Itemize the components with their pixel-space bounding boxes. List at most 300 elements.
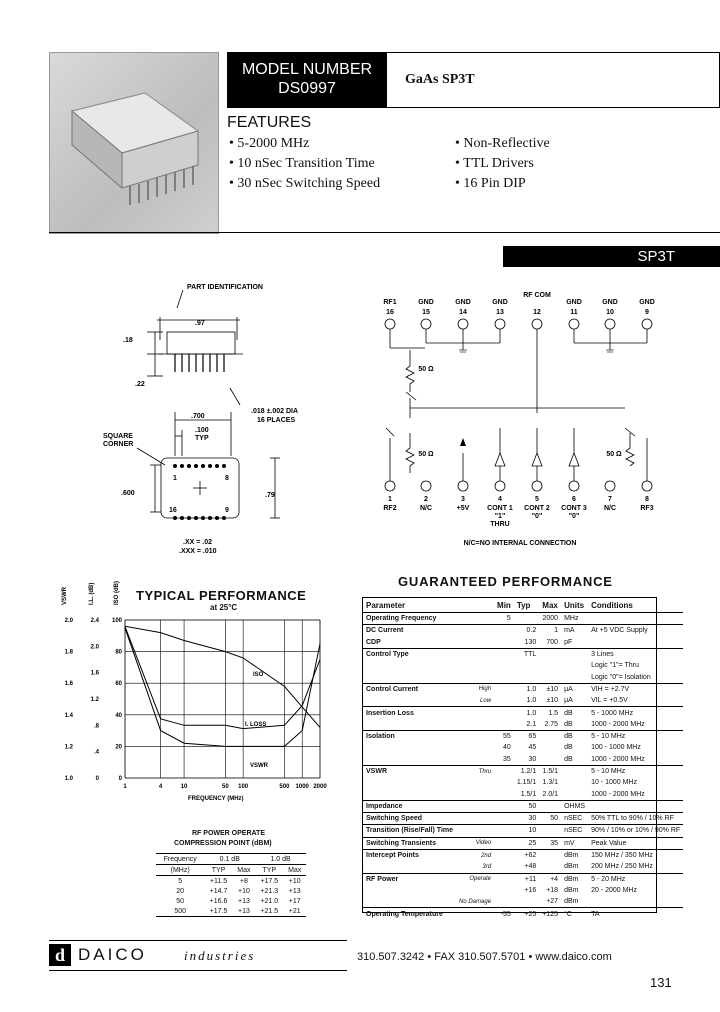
cell: +21.5 — [260, 907, 279, 915]
typical-subtitle: at 25°C — [210, 603, 238, 612]
vswr-curve-label: VSWR — [250, 763, 268, 769]
cell: High — [456, 683, 494, 695]
cell: μA — [564, 697, 573, 705]
feature-item: • 16 Pin DIP — [455, 176, 526, 191]
square-label: SQUARE — [103, 433, 133, 440]
features-left — [229, 134, 380, 194]
rf-head-typ1: TYP — [211, 866, 226, 874]
il-tick-label: 2.4 — [90, 618, 99, 624]
iso-tick-label: 20 — [115, 744, 122, 751]
series-line-vswr — [125, 628, 320, 747]
cell — [494, 813, 514, 825]
pin6-num: 6 — [572, 496, 576, 503]
cell: dB — [561, 707, 588, 719]
cell — [561, 765, 588, 777]
table-row — [363, 800, 683, 812]
cell — [494, 660, 514, 671]
cell — [494, 777, 514, 788]
dim-100: .100 — [195, 427, 209, 434]
cell: 3rd — [482, 863, 492, 870]
cell: ±10 — [539, 683, 561, 695]
table-row — [156, 876, 306, 887]
axis-vswr-label: VSWR — [62, 587, 68, 605]
pin-places: 16 PLACES — [257, 417, 296, 424]
feature-item: • 30 nSec Switching Speed — [229, 176, 381, 191]
cell: +11.5 — [209, 877, 228, 885]
table-row — [363, 719, 683, 731]
cell: 1.15/1 — [516, 779, 537, 787]
cell: 5 — [178, 877, 183, 885]
guaranteed-table-frame — [362, 597, 681, 918]
cell: Low — [480, 697, 492, 704]
resistor-2-label: 50 Ω — [418, 451, 434, 458]
page-number: 131 — [650, 975, 672, 990]
x-tick-label: 10 — [180, 784, 188, 790]
pin9-num: 9 — [645, 309, 649, 316]
vswr-tick-label: 1.2 — [64, 744, 73, 751]
cell: 1.2/1 — [514, 765, 539, 777]
cell — [456, 813, 494, 825]
table-row — [363, 873, 683, 885]
cell — [588, 637, 683, 649]
table-row — [363, 695, 683, 707]
pin16-num: 16 — [386, 309, 394, 316]
cell: 1000 - 2000 MHz — [591, 790, 645, 798]
cell: 5 - 20 MHz — [588, 873, 683, 885]
cell: nSEC — [561, 825, 588, 837]
cell: At +5 VDC Supply — [588, 625, 683, 637]
cell: 20 - 2000 MHz — [591, 886, 637, 894]
x-tick-label: 4 — [158, 784, 163, 790]
vswr-tick-label: 1.0 — [64, 776, 73, 782]
cell: +17 — [288, 897, 301, 905]
pin-1-label: 1 — [173, 475, 177, 482]
cell — [514, 671, 539, 683]
cell — [494, 625, 514, 637]
cell: dB — [564, 744, 573, 752]
nc-note: N/C=NO INTERNAL CONNECTION — [463, 540, 577, 547]
pin4-name: CONT 1 — [487, 505, 513, 512]
cell — [456, 825, 494, 837]
features-right — [455, 134, 550, 194]
schematic-diagram — [370, 288, 670, 550]
cell: μA — [561, 683, 588, 695]
dim-22: .22 — [135, 381, 145, 388]
cell: +125 — [539, 908, 561, 920]
table-row — [363, 896, 683, 908]
pin2-num: 2 — [424, 496, 428, 503]
typical-title: TYPICAL PERFORMANCE — [136, 588, 307, 603]
cell: dBm — [564, 898, 579, 906]
table-row — [156, 886, 306, 896]
rf-head-freq: Frequency — [163, 855, 197, 863]
cell: 25 — [514, 837, 539, 849]
pin-16-label: 16 — [169, 507, 177, 514]
il-tick-label: .8 — [93, 723, 99, 730]
pin7-name: N/C — [603, 505, 617, 512]
cell: DC Current — [363, 625, 456, 637]
guaranteed-table — [363, 598, 683, 920]
cell: 0.2 — [514, 625, 539, 637]
features-heading: FEATURES — [227, 114, 312, 131]
cell — [456, 730, 494, 742]
company-name: DAICO — [78, 945, 147, 964]
cell — [456, 908, 494, 920]
cell: 3 Lines — [588, 648, 683, 660]
vswr-tick-label: 1.8 — [64, 649, 73, 656]
cell — [456, 625, 494, 637]
iso-tick-label: 60 — [115, 681, 122, 688]
cell — [363, 861, 456, 873]
gp-head-min: Min — [494, 598, 514, 613]
cell — [456, 660, 494, 671]
table-row — [363, 625, 683, 637]
cell — [363, 788, 456, 800]
cell: 5 - 10 MHz — [588, 730, 683, 742]
axis-il-label: I.L. (dB) — [89, 582, 95, 605]
tolerance-xx: .XX = .02 — [183, 539, 212, 546]
cell: 1000 - 2000 MHz — [591, 720, 645, 728]
table-row — [363, 765, 683, 777]
cell: VSWR — [363, 765, 456, 777]
pin-8-label: 8 — [225, 475, 229, 482]
cell — [363, 660, 456, 671]
pin15-name: GND — [418, 299, 434, 306]
cell: 50 — [514, 800, 539, 812]
table-row — [363, 648, 683, 660]
cell: No Damage — [459, 898, 492, 905]
x-tick-label: 100 — [238, 784, 249, 790]
cell: 5 — [506, 615, 511, 623]
cell: 20 — [176, 887, 185, 895]
cell: 30 — [528, 755, 537, 763]
feature-item: • Non-Reflective — [455, 136, 550, 151]
cell — [494, 837, 514, 849]
gp-head-param: Parameter — [363, 598, 494, 613]
contact-info: 310.507.3242 • FAX 310.507.5701 • www.daico.com — [357, 951, 612, 963]
footer-rule-top — [49, 940, 347, 941]
cell: 40 — [503, 744, 511, 752]
cell — [456, 742, 494, 753]
cell — [588, 800, 683, 812]
dim-700: .700 — [191, 413, 205, 420]
cell: Impedance — [363, 800, 456, 812]
cont2-sub: "0" — [531, 513, 543, 520]
pin9-name: GND — [639, 299, 655, 306]
pin16-name: RF1 — [383, 299, 397, 306]
cell: 55 — [494, 730, 514, 742]
cell: 5 - 10 MHz — [588, 765, 683, 777]
rf-head-max2: Max — [288, 866, 302, 874]
cell: -55 — [494, 908, 514, 920]
cell — [539, 849, 561, 861]
cell — [494, 873, 514, 885]
x-tick-label: 1000 — [295, 784, 309, 790]
cell: 1.5/1 — [539, 765, 561, 777]
cell: OHMS — [561, 800, 588, 812]
cell — [539, 660, 561, 671]
cell — [539, 861, 561, 873]
cell — [363, 896, 456, 908]
model-number-box — [227, 52, 387, 108]
axis-iso-label: ISO (dB) — [114, 581, 120, 605]
table-row — [363, 849, 683, 861]
cell — [539, 800, 561, 812]
cell — [561, 648, 588, 660]
pin-9-label: 9 — [225, 507, 229, 514]
product-photo — [49, 52, 219, 234]
cell: Switching Transients — [363, 837, 456, 849]
pin14-num: 14 — [459, 309, 467, 316]
x-tick-label: 500 — [279, 784, 290, 790]
cell: °C — [561, 908, 588, 920]
cell — [561, 777, 588, 788]
feature-item: • 5-2000 MHz — [229, 136, 310, 151]
cell: mA — [561, 625, 588, 637]
cell — [494, 671, 514, 683]
cell: Switching Speed — [363, 813, 456, 825]
pin3-num: 3 — [461, 496, 465, 503]
tolerance-xxx: .XXX = .010 — [179, 548, 217, 555]
cell: 5 - 1000 MHz — [588, 707, 683, 719]
table-row — [363, 637, 683, 649]
vswr-tick-label: 2.0 — [64, 618, 73, 624]
cell — [494, 861, 514, 873]
footer-rule-bottom — [49, 970, 347, 971]
cell — [539, 730, 561, 742]
cell — [494, 896, 514, 908]
pin12-num: 12 — [533, 309, 541, 316]
cell: dBm — [564, 863, 579, 871]
pin5-num: 5 — [535, 496, 539, 503]
pin4-num: 4 — [498, 496, 502, 503]
table-row — [363, 825, 683, 837]
iso-tick-label: 100 — [111, 618, 122, 624]
cell: 200 MHz / 250 MHz — [591, 863, 653, 871]
cell — [514, 613, 539, 625]
pin15-num: 15 — [422, 309, 430, 316]
rf-head-typ2: TYP — [262, 866, 277, 874]
cell: +13 — [237, 897, 250, 905]
table-row — [363, 707, 683, 719]
cell — [494, 825, 514, 837]
table-row — [363, 660, 683, 671]
cell: 1.0 — [526, 697, 537, 705]
cell: TA — [588, 908, 683, 920]
cell: VIL = +0.5V — [591, 697, 628, 705]
cont1-sub2: THRU — [490, 521, 510, 528]
pin14-name: GND — [455, 299, 471, 306]
cell: Video — [456, 837, 494, 849]
cell: +21.0 — [260, 897, 279, 905]
guaranteed-title: GUARANTEED PERFORMANCE — [398, 574, 613, 589]
cell — [494, 695, 514, 707]
cell: 1 — [539, 625, 561, 637]
pin-dia: .018 ±.002 DIA — [251, 408, 299, 415]
cell: Peak Value — [588, 837, 683, 849]
gp-head-cond: Conditions — [588, 598, 683, 613]
iso-tick-label: 80 — [115, 649, 122, 656]
pin3-name: +5V — [456, 505, 470, 512]
cell — [456, 671, 494, 683]
cell — [539, 825, 561, 837]
dim-79: .79 — [265, 492, 275, 499]
cell: dBm — [564, 886, 579, 894]
cell: 65 — [514, 730, 539, 742]
cell: 35 — [503, 755, 511, 763]
table-row — [363, 837, 683, 849]
cell — [494, 648, 514, 660]
table-row — [363, 742, 683, 753]
cell: 35 — [539, 837, 561, 849]
cell — [539, 648, 561, 660]
table-row — [363, 861, 683, 873]
il-curve-label: I. LOSS — [245, 722, 267, 728]
cell: Logic "1"= Thru — [591, 662, 639, 670]
pin10-name: GND — [602, 299, 618, 306]
cell: 1.5/1 — [520, 790, 537, 798]
cell — [494, 849, 514, 861]
cell: +21 — [288, 907, 301, 915]
cell: Operating Temperature — [363, 908, 456, 920]
cell: +25 — [514, 908, 539, 920]
cell: MHz — [564, 615, 579, 623]
il-tick-label: 2.0 — [90, 644, 99, 651]
cell: dB — [561, 730, 588, 742]
chart-xlabel: FREQUENCY (MHz) — [188, 796, 244, 802]
cell: 2.0/1 — [542, 790, 559, 798]
rf-head-01db: 0.1 dB — [219, 855, 240, 863]
cell: +27 — [546, 898, 559, 906]
product-title: GaAs SP3T — [405, 72, 475, 87]
part-id-label: PART IDENTIFICATION — [187, 284, 263, 291]
table-row — [363, 730, 683, 742]
cell — [363, 742, 456, 753]
cell: TTL — [514, 648, 539, 660]
cell — [494, 719, 514, 731]
cell — [363, 885, 456, 896]
il-tick-label: 1.6 — [90, 670, 99, 677]
table-row — [363, 788, 683, 800]
cell — [539, 754, 561, 766]
pin11-num: 11 — [570, 309, 578, 316]
cell: Transition (Rise/Fall) Time — [363, 825, 456, 837]
cell — [456, 637, 494, 649]
pin5-name: CONT 2 — [524, 505, 550, 512]
table-row — [363, 754, 683, 766]
model-label: MODEL NUMBER — [241, 61, 373, 78]
gp-head-typ: Typ — [514, 598, 539, 613]
cell — [494, 707, 514, 719]
cell: 50 — [539, 813, 561, 825]
rf-power-title2: COMPRESSION POINT (dBM) — [174, 840, 272, 847]
cell — [363, 695, 456, 707]
cell: dB — [564, 755, 573, 763]
table-row — [156, 906, 306, 917]
cell — [363, 777, 456, 788]
cell — [494, 765, 514, 777]
cont3-sub: "0" — [568, 513, 580, 520]
cell: RF Power — [363, 873, 456, 885]
rf-head-10db: 1.0 dB — [270, 855, 291, 863]
pin6-name: CONT 3 — [561, 505, 587, 512]
cell — [561, 671, 588, 683]
model-number: DS0997 — [278, 80, 336, 97]
il-tick-label: 0 — [95, 776, 99, 782]
cell: 90% / 10% or 10% / 90% RF — [588, 825, 683, 837]
cell: Operate — [456, 873, 494, 885]
cell — [494, 885, 514, 896]
cell: +17.5 — [260, 877, 279, 885]
cell: 700 — [546, 638, 559, 646]
cell: +16 — [524, 886, 537, 894]
cell — [456, 719, 494, 731]
cell — [514, 896, 539, 908]
cell: 1000 - 2000 MHz — [591, 755, 645, 763]
dim-600: .600 — [121, 490, 135, 497]
pin12-name: RF COM — [523, 292, 551, 299]
cell — [456, 777, 494, 788]
sp3t-band: SP3T — [503, 246, 720, 267]
pin2-name: N/C — [419, 505, 433, 512]
feature-item: • 10 nSec Transition Time — [229, 156, 375, 171]
cell: +21.3 — [260, 887, 279, 895]
cell: Control Type — [363, 648, 456, 660]
outline-drawing — [95, 280, 310, 565]
rf-head-mhz: (MHz) — [170, 866, 190, 874]
cell: 500 — [174, 907, 187, 915]
cell — [456, 707, 494, 719]
il-tick-label: .4 — [93, 749, 99, 756]
cell — [456, 885, 494, 896]
cell — [456, 788, 494, 800]
dim-97: .97 — [195, 320, 205, 327]
table-row — [363, 813, 683, 825]
cell: mV — [561, 837, 588, 849]
cell: VIH = +2.7V — [588, 683, 683, 695]
x-tick-label: 2000 — [313, 784, 327, 790]
cell: 2nd — [456, 849, 494, 861]
cell — [363, 754, 456, 766]
cell: 30 — [514, 813, 539, 825]
table-row — [156, 896, 306, 906]
cell: 1.0 — [514, 707, 539, 719]
cell — [561, 660, 588, 671]
iso-curve-label: ISO — [253, 672, 264, 678]
cell — [588, 613, 683, 625]
cell — [494, 800, 514, 812]
cell: +62 — [514, 849, 539, 861]
gp-head-max: Max — [539, 598, 561, 613]
pin8-num: 8 — [645, 496, 649, 503]
cell — [494, 637, 514, 649]
cell: Thru — [456, 765, 494, 777]
cell: 100 - 1000 MHz — [591, 744, 641, 752]
pin13-name: GND — [492, 299, 508, 306]
cell — [514, 660, 539, 671]
cell — [539, 742, 561, 753]
table-row — [363, 613, 683, 625]
cell: pF — [564, 638, 573, 646]
pin10-num: 10 — [606, 309, 614, 316]
cell: 50 — [176, 897, 185, 905]
cell: ±10 — [546, 697, 559, 705]
cell: Insertion Loss — [363, 707, 456, 719]
cell: +11 — [514, 873, 539, 885]
cell: 1.3/1 — [542, 779, 559, 787]
cell — [456, 754, 494, 766]
cell: +16.6 — [209, 897, 228, 905]
